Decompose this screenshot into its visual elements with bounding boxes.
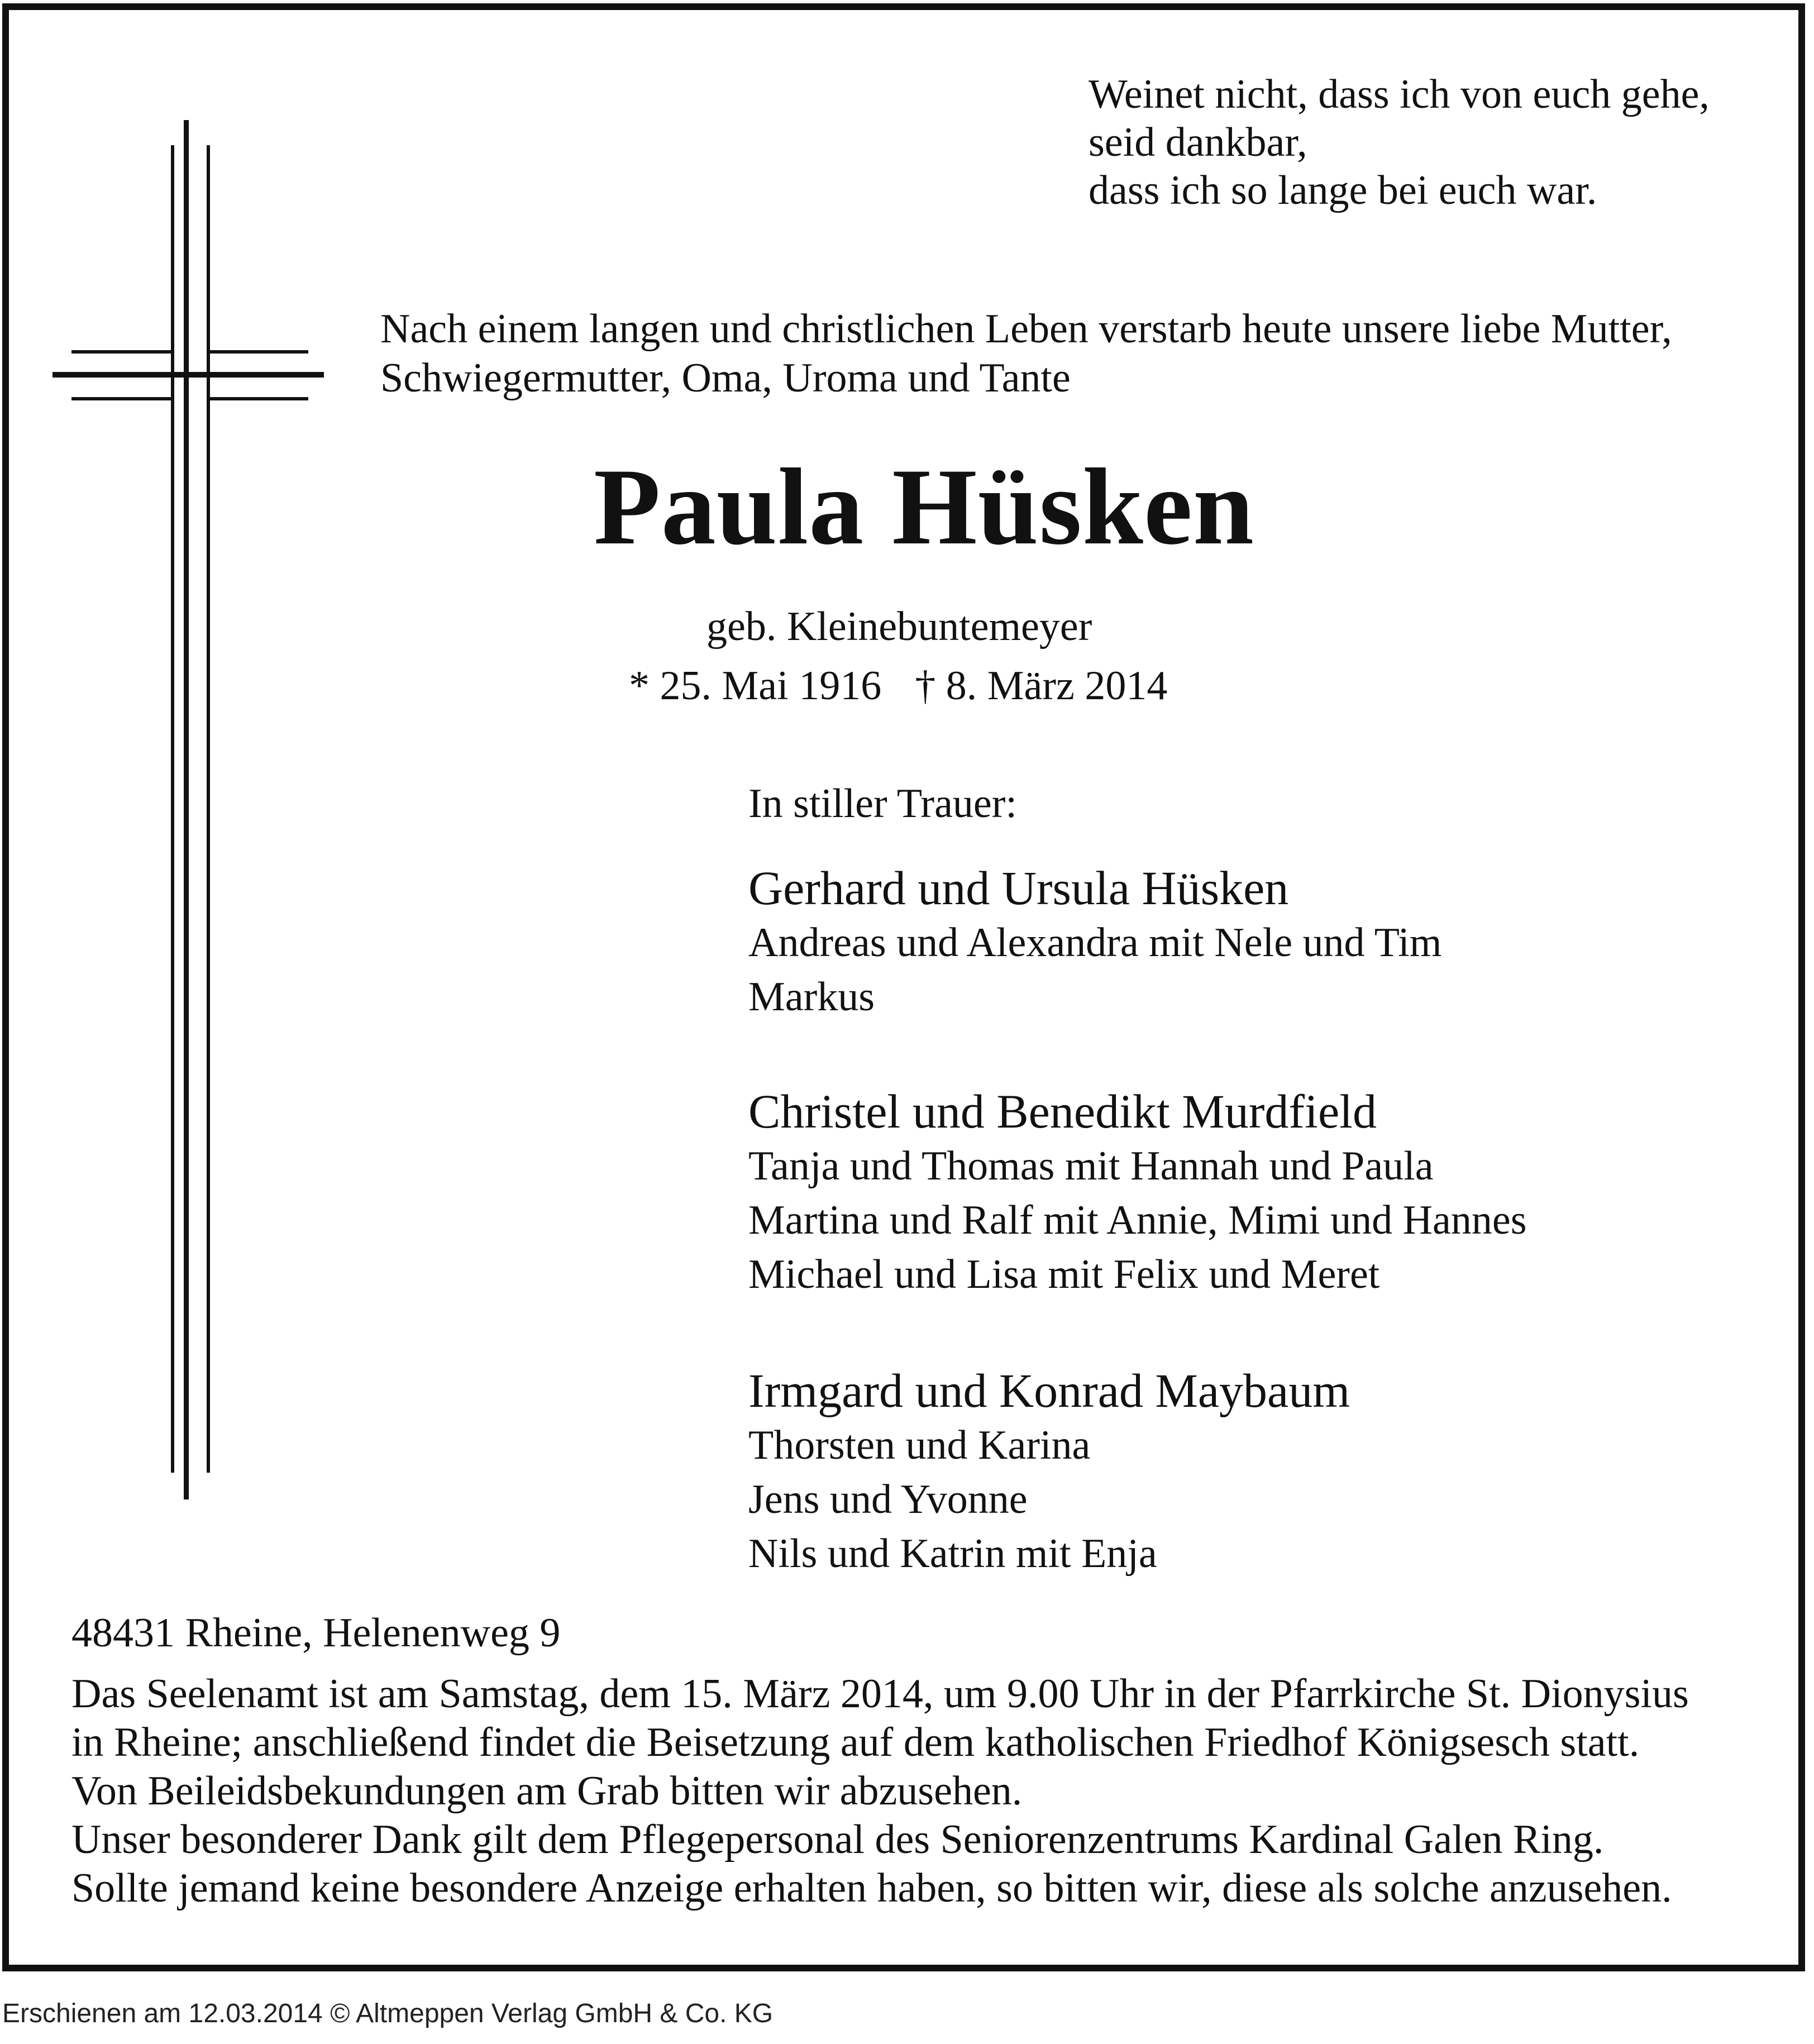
intro-text (380, 304, 1672, 403)
family-member: Michael und Lisa mit Felix und Meret (748, 1252, 1380, 1297)
birth-date: * 25. Mai 1916 (629, 663, 882, 709)
life-dates (629, 661, 1167, 710)
family-head: Irmgard und Konrad Maybaum (748, 1364, 1350, 1417)
family-member: Nils und Katrin mit Enja (748, 1531, 1157, 1577)
family-member: Tanja und Thomas mit Hannah und Paula (748, 1143, 1434, 1189)
details-line: Das Seelenamt ist am Samstag, dem 15. März 2014, um 9.00 Uhr in der Pfarrkirche St. Dionysius (71, 1671, 1689, 1717)
publication-footer: Erschienen am 12.03.2014 © Altmeppen Verlag GmbH & Co. KG (2, 1999, 774, 2028)
death-date: † 8. März 2014 (915, 663, 1168, 709)
birth-name: geb. Kleinebuntemeyer (706, 604, 1092, 650)
motto-line: seid dankbar, (1089, 120, 1307, 165)
family-head: Christel und Benedikt Murdfield (748, 1085, 1377, 1138)
family-member: Thorsten und Karina (748, 1422, 1091, 1468)
family-member: Markus (748, 974, 875, 1020)
family-group (748, 1083, 1527, 1302)
family-member: Martina und Ralf mit Annie, Mimi und Hannes (748, 1197, 1527, 1243)
motto-line: Weinet nicht, dass ich von euch gehe, (1089, 71, 1710, 117)
cross-icon (52, 120, 327, 1499)
intro-line: Schwiegermutter, Oma, Uroma und Tante (380, 355, 1071, 401)
family-member: Andreas und Alexandra mit Nele und Tim (748, 920, 1442, 966)
details-line: Von Beileidsbekundungen am Grab bitten wir abzusehen. (71, 1768, 1023, 1814)
address: 48431 Rheine, Helenenweg 9 (71, 1610, 561, 1656)
motto-line: dass ich so lange bei euch war. (1089, 168, 1597, 213)
deceased-name: Paula Hüsken (594, 446, 1254, 567)
intro-line: Nach einem langen und christlichen Leben verstarb heute unsere liebe Mutter, (380, 306, 1672, 352)
family-group (748, 1363, 1350, 1581)
family-head: Gerhard und Ursula Hüsken (748, 861, 1289, 915)
family-member: Jens und Yvonne (748, 1477, 1028, 1522)
family-group (748, 860, 1441, 1024)
mourning-label: In stiller Trauer: (748, 781, 1017, 827)
details-line: in Rheine; anschließend findet die Beisetzung auf dem katholischen Friedhof Königsesch statt. (71, 1720, 1640, 1765)
motto-verse (1089, 70, 1710, 214)
service-details (71, 1670, 1689, 1913)
details-line: Unser besonderer Dank gilt dem Pflegepersonal des Seniorenzentrums Kardinal Galen Ring. (71, 1817, 1604, 1862)
details-line: Sollte jemand keine besondere Anzeige erhalten haben, so bitten wir, diese als solche anzusehen. (71, 1865, 1672, 1911)
